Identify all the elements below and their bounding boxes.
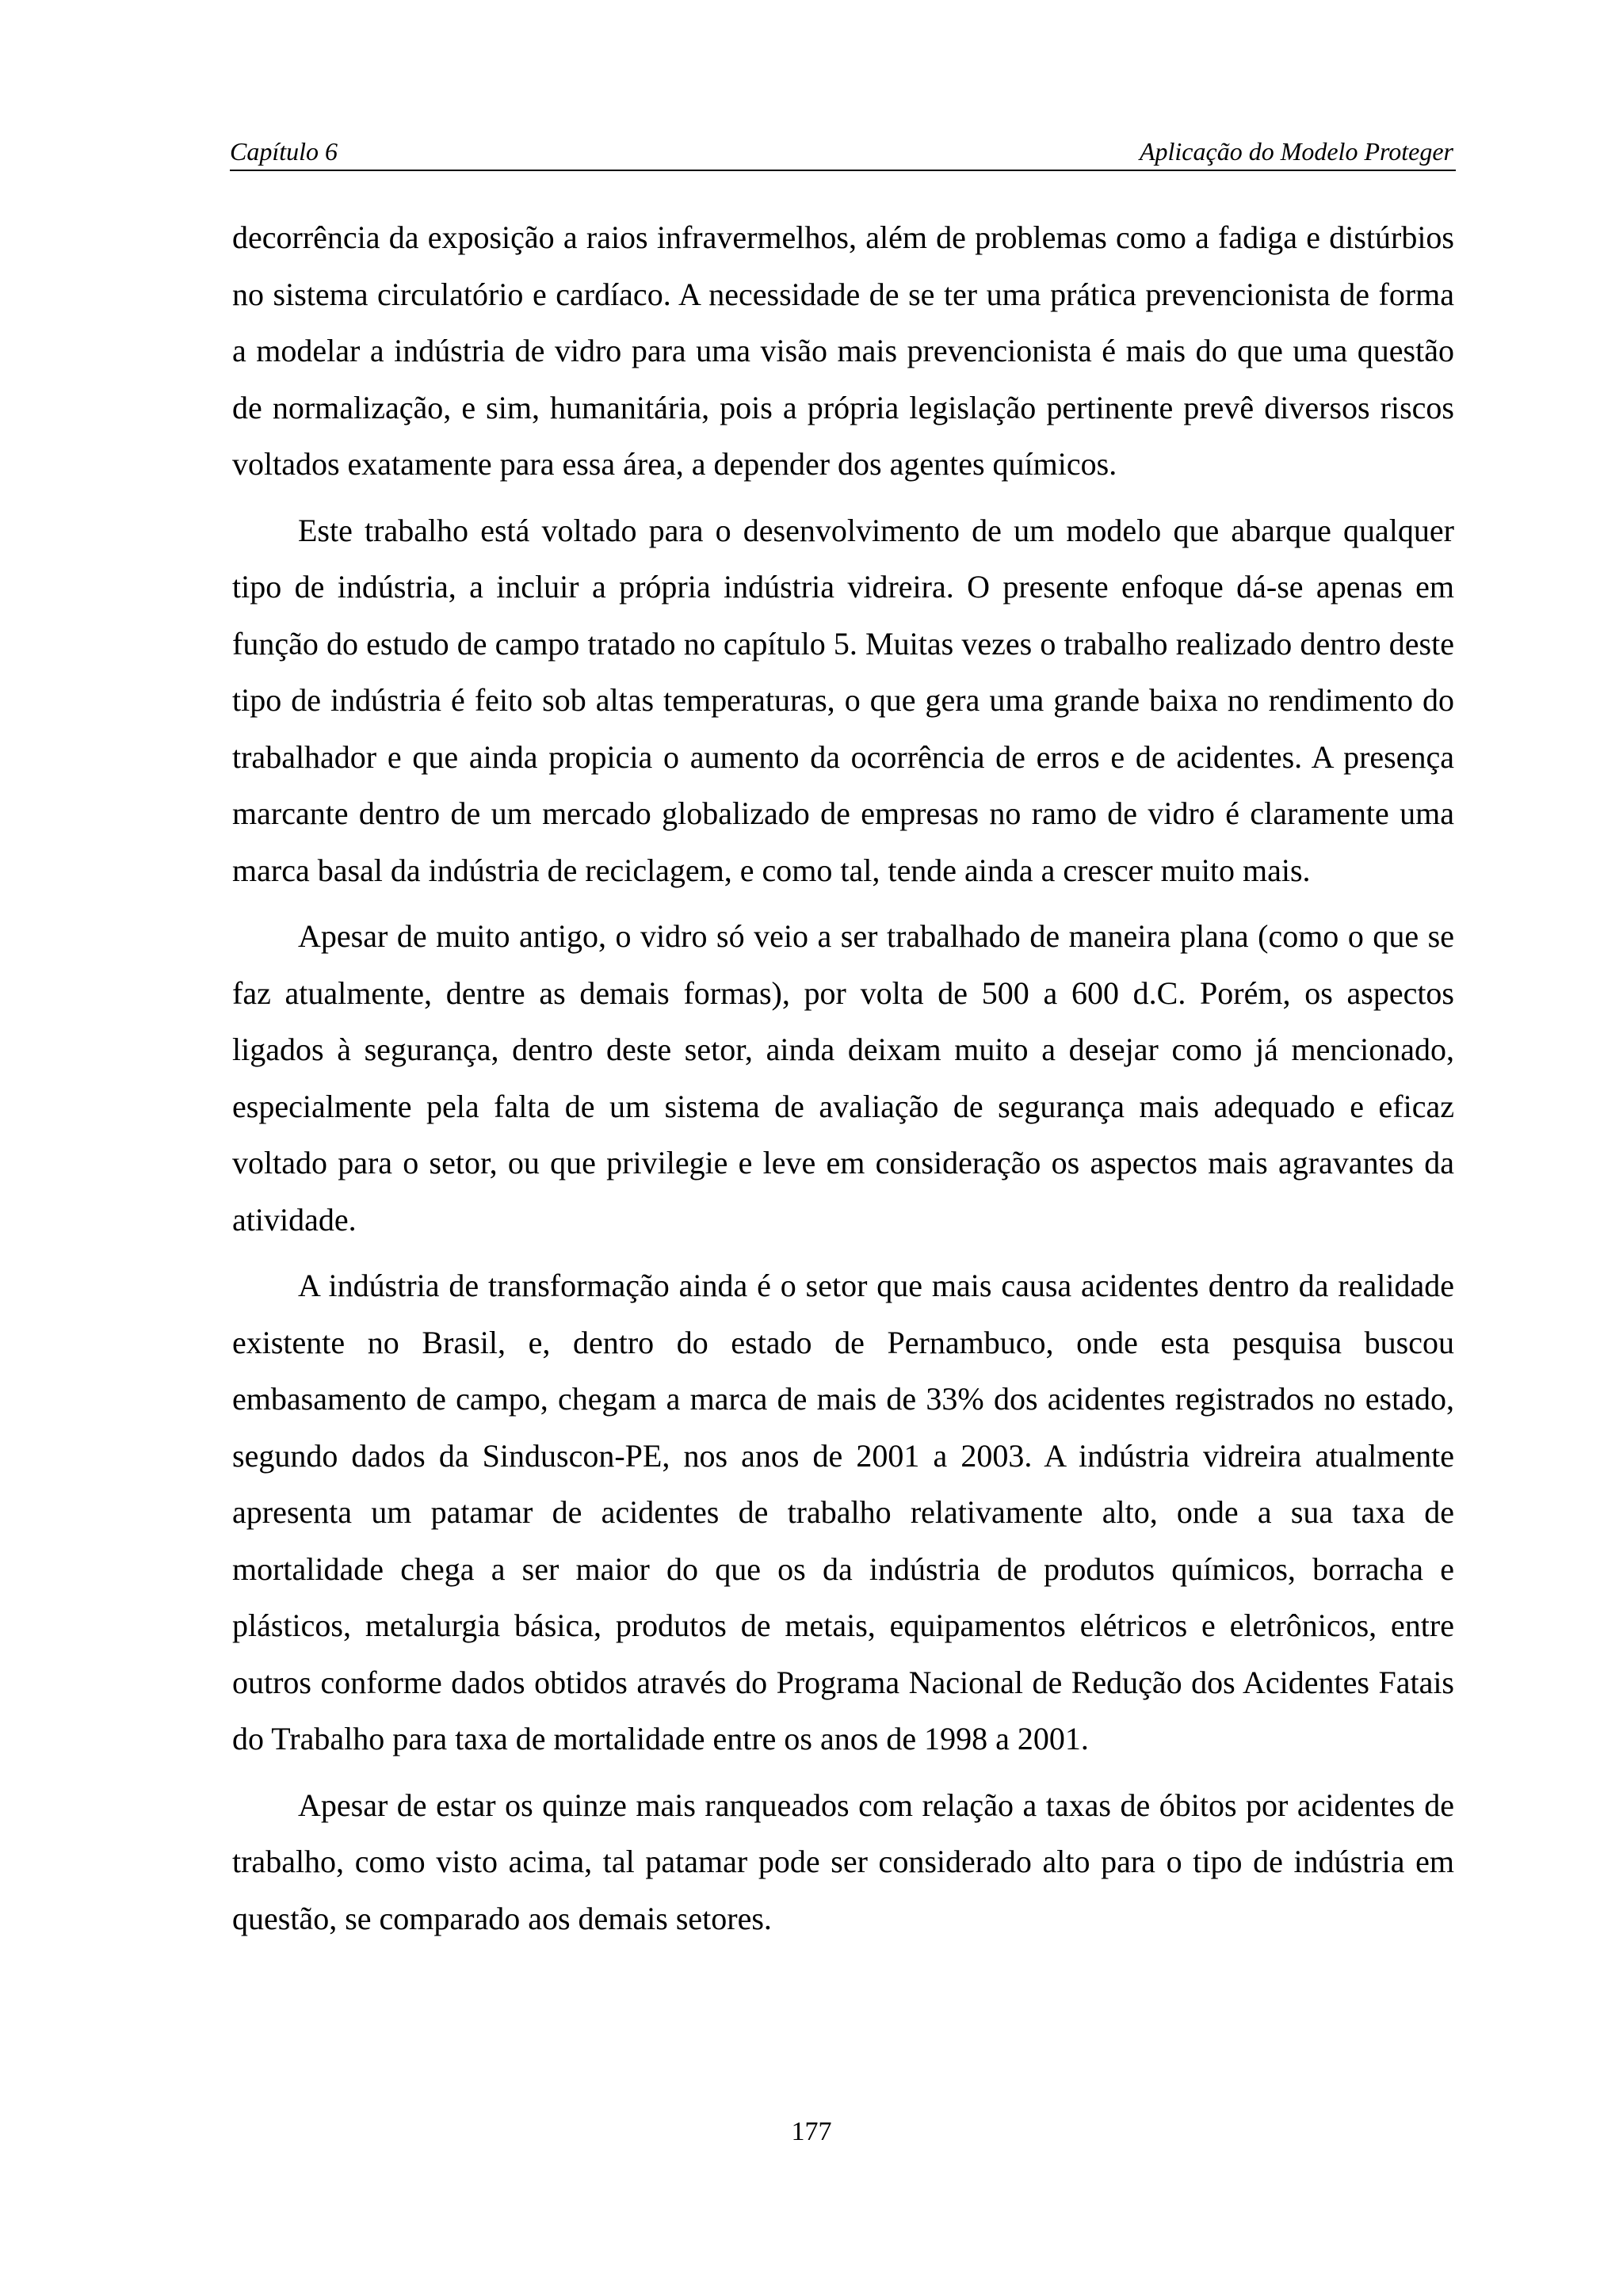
paragraph: Este trabalho está voltado para o desenvolvimento de um modelo que abarque qualquer tipo de indústria, a incluir a própria indústria vidreira. O presente enfoque dá-se apenas em função do estudo de campo tratado no capítulo 5. Muitas vezes o trabalho realizado dentro deste tipo de indústria é feito sob altas temperaturas, o que gera uma grande baixa no rendimento do trabalhador e que ainda propicia o aumento da ocorrência de erros e de acidentes. A presença marcante dentro de um mercado globalizado de empresas no ramo de vidro é claramente uma marca basal da indústria de reciclagem, e como tal, tende ainda a crescer muito mais. — [232, 512, 1454, 888]
paragraph: A indústria de transformação ainda é o setor que mais causa acidentes dentro da realidade existente no Brasil, e, dentro do estado de Pernambuco, onde esta pesquisa buscou embasamento de campo, chegam a marca de mais de 33% dos acidentes registrados no estado, segundo dados da Sinduscon-PE, nos anos de 2001 a 2003. A indústria vidreira atualmente apresenta um patamar de acidentes de trabalho relativamente alto, onde a sua taxa de mortalidade chega a ser maior do que os da indústria de produtos químicos, borracha e plásticos, metalurgia básica, produtos de metais, equipamentos elétricos e eletrônicos, entre outros conforme dados obtidos através do Programa Nacional de Redução dos Acidentes Fatais do Trabalho para taxa de mortalidade entre os anos de 1998 a 2001. — [232, 1268, 1454, 1756]
page-number: 177 — [791, 2117, 832, 2146]
paragraph-continuation: decorrência da exposição a raios infravermelhos, além de problemas como a fadiga e distúrbios no sistema circulatório e cardíaco. A necessidade de se ter uma prática prevencionista de forma a modelar a indústria de vidro para uma visão mais prevencionista é mais do que uma questão de normalização, e sim, humanitária, pois a própria legislação pertinente prevê diversos riscos voltados exatamente para essa área, a depender dos agentes químicos. — [232, 219, 1454, 482]
body-text — [232, 209, 1454, 1947]
paragraph: Apesar de estar os quinze mais ranqueados com relação a taxas de óbitos por acidentes de trabalho, como visto acima, tal patamar pode ser considerado alto para o tipo de indústria em questão, se comparado aos demais setores. — [232, 1787, 1454, 1936]
running-header — [230, 128, 1456, 171]
section-title: Aplicação do Modelo Proteger — [1139, 137, 1453, 166]
paragraph: Apesar de muito antigo, o vidro só veio a ser trabalhado de maneira plana (como o que se faz atualmente, dentre as demais formas), por volta de 500 a 600 d.C. Porém, os aspectos ligados à segurança, dentro deste setor, ainda deixam muito a desejar como já mencionado, especialmente pela falta de um sistema de avaliação de segurança mais adequado e eficaz voltado para o setor, ou que privilegie e leve em consideração os aspectos mais agravantes da atividade. — [232, 918, 1454, 1238]
chapter-label: Capítulo 6 — [230, 137, 338, 166]
